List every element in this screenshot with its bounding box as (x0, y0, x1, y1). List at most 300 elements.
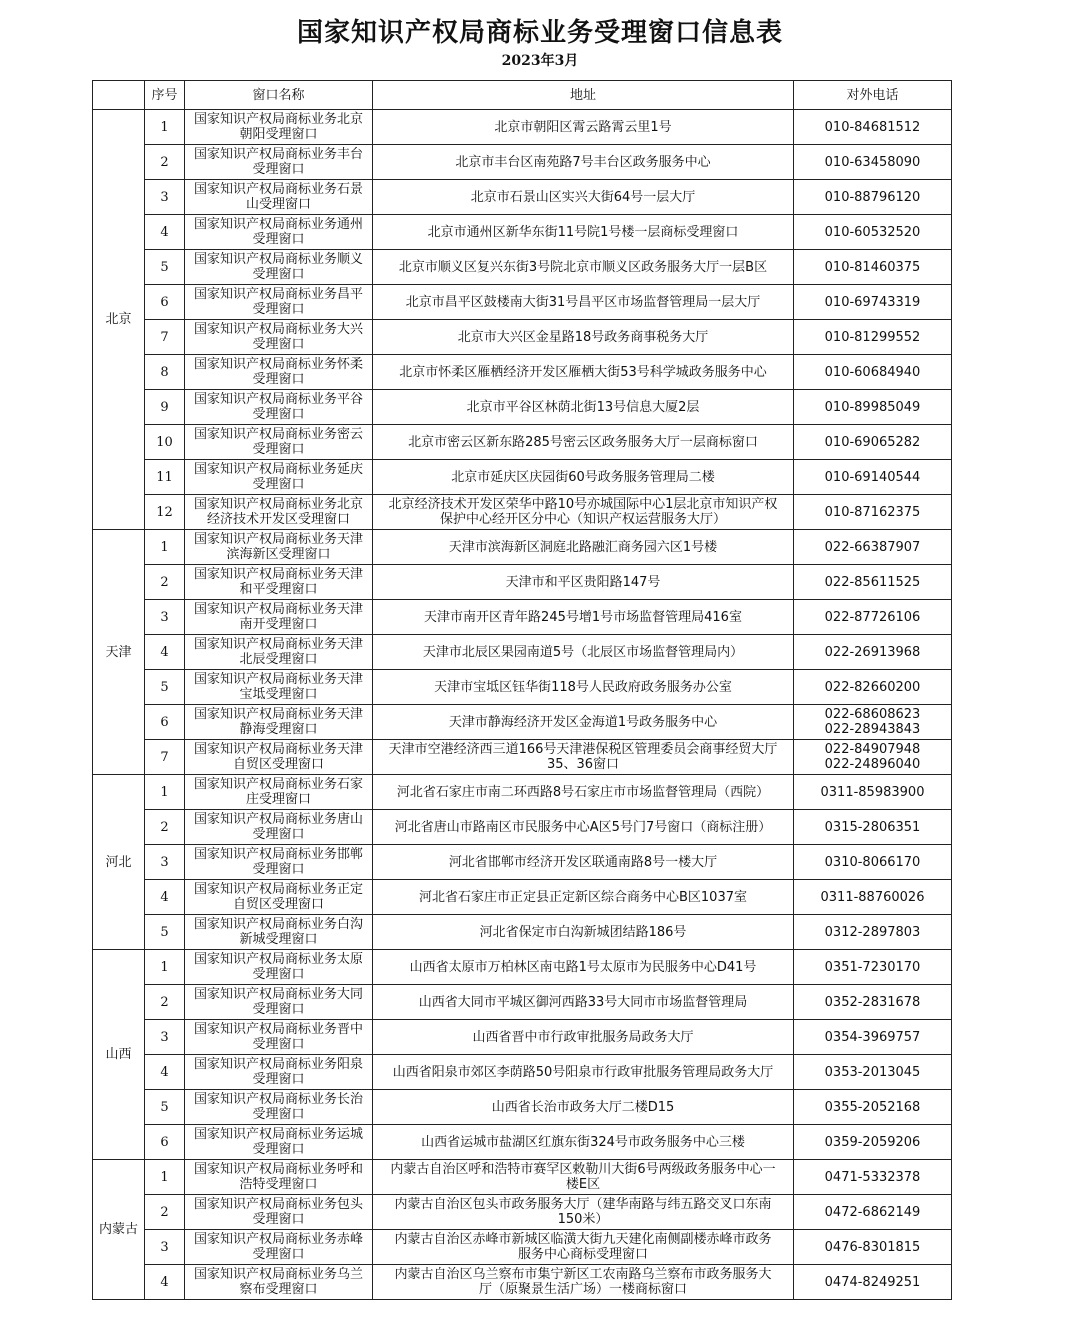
row-number-cell-line: 8 (160, 364, 169, 380)
phone-cell (794, 635, 952, 670)
window-name-cell-line: 国家知识产权局商标业务顺义 (193, 252, 363, 267)
phone-cell-line: 010-81460375 (824, 259, 921, 275)
row-number-cell (145, 530, 185, 565)
row-number-cell-line: 3 (160, 854, 169, 870)
row-number-cell (145, 670, 185, 705)
address-cell-line: 北京市延庆区庆园街60号政务服务管理局二楼 (451, 469, 715, 485)
window-name-cell-line: 受理窗口 (252, 337, 305, 352)
row-number-cell-line: 6 (160, 714, 169, 730)
phone-cell-line: 010-63458090 (824, 154, 921, 170)
address-cell-line: 内蒙古自治区赤峰市新城区临潢大街九天建化南侧副楼赤峰市政务 (394, 1232, 772, 1247)
address-cell-line: 内蒙古自治区乌兰察布市集宁新区工农南路乌兰察布市政务服务大 (394, 1267, 772, 1282)
phone-cell-line: 010-69743319 (824, 294, 921, 310)
phone-cell-line: 010-84681512 (824, 119, 921, 135)
address-cell-line: 北京市顺义区复兴东街3号院北京市顺义区政务服务大厅一层B区 (398, 259, 768, 275)
phone-cell (794, 845, 952, 880)
window-name-cell-line: 国家知识产权局商标业务通州 (193, 217, 363, 232)
table-row (93, 775, 952, 810)
row-number-cell-line: 6 (160, 294, 169, 310)
phone-cell (794, 110, 952, 145)
phone-cell-line: 022-84907948 (824, 742, 921, 757)
row-number-cell-line: 1 (160, 959, 169, 975)
row-number-cell-line: 5 (160, 924, 169, 940)
window-name-cell-line: 国家知识产权局商标业务天津 (193, 707, 363, 722)
table-row (93, 460, 952, 495)
phone-cell-line: 0351-7230170 (824, 959, 921, 975)
table-row (93, 1195, 952, 1230)
address-cell (373, 390, 794, 425)
window-name-cell (185, 1230, 373, 1265)
window-name-cell (185, 775, 373, 810)
phone-cell (794, 1055, 952, 1090)
window-name-cell-line: 国家知识产权局商标业务白沟 (193, 917, 363, 932)
row-number-cell (145, 565, 185, 600)
table-row (93, 1230, 952, 1265)
window-name-cell-line: 国家知识产权局商标业务唐山 (193, 812, 363, 827)
table-row (93, 880, 952, 915)
phone-cell (794, 1230, 952, 1265)
row-number-cell-line: 1 (160, 539, 169, 555)
address-cell (373, 320, 794, 355)
window-name-cell (185, 145, 373, 180)
phone-cell (794, 145, 952, 180)
row-number-cell (145, 635, 185, 670)
phone-cell (794, 355, 952, 390)
phone-cell-line: 022-85611525 (824, 574, 921, 590)
phone-cell-line: 010-69065282 (824, 434, 921, 450)
address-cell-line: 北京市大兴区金星路18号政务商事税务大厅 (457, 329, 709, 345)
row-number-cell-line: 2 (160, 994, 169, 1010)
phone-cell (794, 950, 952, 985)
window-name-cell (185, 1265, 373, 1300)
phone-cell (794, 390, 952, 425)
window-name-cell-line: 国家知识产权局商标业务密云 (193, 427, 363, 442)
phone-cell-line: 022-24896040 (824, 757, 921, 772)
address-cell (373, 1265, 794, 1300)
table-row (93, 145, 952, 180)
row-number-cell-line: 7 (160, 329, 169, 345)
window-name-cell-line: 北辰受理窗口 (239, 652, 318, 667)
window-name-cell-line: 国家知识产权局商标业务包头 (193, 1197, 363, 1212)
address-cell-line: 山西省晋中市行政审批服务局政务大厅 (472, 1029, 694, 1045)
row-number-cell-line: 2 (160, 819, 169, 835)
window-name-cell (185, 985, 373, 1020)
window-name-cell (185, 810, 373, 845)
address-cell (373, 495, 794, 530)
address-cell (373, 1055, 794, 1090)
phone-cell (794, 320, 952, 355)
column-header-region (93, 81, 145, 110)
address-cell-line: 山西省阳泉市郊区李荫路50号阳泉市行政审批服务管理局政务大厅 (392, 1064, 774, 1080)
address-cell (373, 740, 794, 775)
phone-cell-line: 0474-8249251 (824, 1274, 921, 1290)
phone-cell-line: 0354-3969757 (824, 1029, 921, 1045)
info-table (92, 80, 952, 1300)
address-cell (373, 1230, 794, 1265)
window-name-cell (185, 390, 373, 425)
table-row (93, 425, 952, 460)
phone-cell-line: 010-89985049 (824, 399, 921, 415)
window-name-cell-line: 受理窗口 (252, 162, 305, 177)
address-cell (373, 1195, 794, 1230)
address-cell-line: 河北省邯郸市经济开发区联通南路8号一楼大厅 (448, 854, 718, 870)
table-row (93, 565, 952, 600)
phone-cell (794, 425, 952, 460)
row-number-cell-line: 5 (160, 679, 169, 695)
phone-cell (794, 250, 952, 285)
row-number-cell-line: 4 (160, 644, 169, 660)
phone-cell-line: 0310-8066170 (824, 854, 921, 870)
address-cell (373, 460, 794, 495)
phone-cell-line: 0476-8301815 (824, 1239, 921, 1255)
row-number-cell (145, 460, 185, 495)
phone-cell (794, 180, 952, 215)
address-cell-line: 河北省唐山市路南区市民服务中心A区5号门7号窗口（商标注册） (394, 819, 772, 835)
table-row (93, 355, 952, 390)
window-name-cell-line: 国家知识产权局商标业务阳泉 (193, 1057, 363, 1072)
window-name-cell-line: 宝坻受理窗口 (239, 687, 318, 702)
window-name-cell-line: 朝阳受理窗口 (239, 127, 318, 142)
row-number-cell (145, 915, 185, 950)
window-name-cell-line: 国家知识产权局商标业务正定 (193, 882, 363, 897)
row-number-cell (145, 810, 185, 845)
row-number-cell (145, 950, 185, 985)
phone-cell-line: 0471-5332378 (824, 1169, 921, 1185)
table-header-row (93, 81, 952, 110)
table-row (93, 810, 952, 845)
address-cell (373, 285, 794, 320)
row-number-cell (145, 775, 185, 810)
phone-cell (794, 1020, 952, 1055)
row-number-cell-line: 1 (160, 1169, 169, 1185)
row-number-cell-line: 4 (160, 1064, 169, 1080)
window-name-cell-line: 受理窗口 (252, 232, 305, 247)
table-row (93, 1265, 952, 1300)
row-number-cell (145, 1090, 185, 1125)
row-number-cell-line: 4 (160, 224, 169, 240)
table-row (93, 1160, 952, 1195)
row-number-cell-line: 5 (160, 259, 169, 275)
window-name-cell-line: 受理窗口 (252, 1142, 305, 1157)
window-name-cell (185, 250, 373, 285)
row-number-cell (145, 145, 185, 180)
phone-cell (794, 880, 952, 915)
phone-cell-line: 0352-2831678 (824, 994, 921, 1010)
address-cell-line: 山西省长治市政务大厅二楼D15 (491, 1099, 675, 1115)
address-cell-line: 山西省太原市万柏林区南屯路1号太原市为民服务中心D41号 (409, 959, 757, 975)
phone-cell (794, 1160, 952, 1195)
address-cell (373, 775, 794, 810)
phone-cell-line: 010-60532520 (824, 224, 921, 240)
table-row (93, 285, 952, 320)
phone-cell (794, 705, 952, 740)
row-number-cell-line: 2 (160, 154, 169, 170)
window-name-cell-line: 和平受理窗口 (239, 582, 318, 597)
window-name-cell-line: 国家知识产权局商标业务天津 (193, 742, 363, 757)
address-cell-line: 35、36窗口 (546, 757, 620, 772)
phone-cell-line: 0311-85983900 (820, 784, 925, 800)
phone-cell (794, 215, 952, 250)
row-number-cell (145, 880, 185, 915)
address-cell (373, 880, 794, 915)
table-row (93, 950, 952, 985)
window-name-cell-line: 庄受理窗口 (245, 792, 311, 807)
row-number-cell-line: 7 (160, 749, 169, 765)
address-cell (373, 565, 794, 600)
table-row (93, 390, 952, 425)
table-row (93, 250, 952, 285)
phone-cell (794, 915, 952, 950)
phone-cell (794, 670, 952, 705)
phone-cell-line: 010-87162375 (824, 504, 921, 520)
table-row (93, 180, 952, 215)
row-number-cell-line: 3 (160, 1029, 169, 1045)
table-row (93, 215, 952, 250)
window-name-cell (185, 110, 373, 145)
address-cell-line: 北京市朝阳区霄云路霄云里1号 (494, 119, 672, 135)
window-name-cell-line: 国家知识产权局商标业务丰台 (193, 147, 363, 162)
window-name-cell-line: 国家知识产权局商标业务呼和 (193, 1162, 363, 1177)
address-cell-line: 北京市丰台区南苑路7号丰台区政务服务中心 (455, 154, 711, 170)
window-name-cell-line: 国家知识产权局商标业务大兴 (193, 322, 363, 337)
window-name-cell-line: 国家知识产权局商标业务大同 (193, 987, 363, 1002)
address-cell-line: 天津市滨海新区洞庭北路融汇商务园六区1号楼 (448, 539, 718, 555)
window-name-cell (185, 425, 373, 460)
phone-cell-line: 0315-2806351 (824, 819, 921, 835)
address-cell (373, 145, 794, 180)
window-name-cell-line: 受理窗口 (252, 967, 305, 982)
region-cell: 内蒙古 (93, 1160, 145, 1300)
table-row (93, 320, 952, 355)
window-name-cell-line: 受理窗口 (252, 442, 305, 457)
address-cell (373, 110, 794, 145)
window-name-cell (185, 1055, 373, 1090)
window-name-cell (185, 180, 373, 215)
phone-cell (794, 810, 952, 845)
table-row (93, 985, 952, 1020)
address-cell-line: 内蒙古自治区包头市政务服务大厅（建华南路与纬五路交叉口东南 (394, 1197, 772, 1212)
phone-cell (794, 460, 952, 495)
row-number-cell (145, 390, 185, 425)
window-name-cell (185, 950, 373, 985)
region-cell: 山西 (93, 950, 145, 1160)
address-cell-line: 内蒙古自治区呼和浩特市赛罕区敕勒川大街6号两级政务服务中心一 (390, 1162, 776, 1177)
window-name-cell (185, 670, 373, 705)
window-name-cell (185, 845, 373, 880)
window-name-cell (185, 600, 373, 635)
window-name-cell-line: 受理窗口 (252, 1212, 305, 1227)
window-name-cell (185, 495, 373, 530)
row-number-cell (145, 1020, 185, 1055)
window-name-cell-line: 受理窗口 (252, 302, 305, 317)
phone-cell-line: 010-81299552 (824, 329, 921, 345)
address-cell-line: 北京市怀柔区雁栖经济开发区雁栖大街53号科学城政务服务中心 (399, 364, 767, 380)
address-cell-line: 服务中心商标受理窗口 (517, 1247, 648, 1262)
window-name-cell-line: 受理窗口 (252, 372, 305, 387)
window-name-cell-line: 国家知识产权局商标业务北京 (193, 497, 363, 512)
window-name-cell (185, 1195, 373, 1230)
window-name-cell-line: 国家知识产权局商标业务石景 (193, 182, 363, 197)
window-name-cell-line: 国家知识产权局商标业务昌平 (193, 287, 363, 302)
phone-cell-line: 022-28943843 (824, 722, 921, 737)
window-name-cell-line: 国家知识产权局商标业务长治 (193, 1092, 363, 1107)
address-cell-line: 保护中心经开区分中心（知识产权运营服务大厅） (439, 512, 726, 527)
phone-cell-line: 0355-2052168 (824, 1099, 921, 1115)
region-cell: 北京 (93, 110, 145, 530)
address-cell-line: 天津市空港经济西三道166号天津港保税区管理委员会商事经贸大厅 (388, 742, 778, 757)
row-number-cell (145, 740, 185, 775)
window-name-cell (185, 320, 373, 355)
address-cell-line: 150米） (557, 1212, 609, 1227)
window-name-cell-line: 国家知识产权局商标业务怀柔 (193, 357, 363, 372)
address-cell (373, 1020, 794, 1055)
table-row (93, 845, 952, 880)
row-number-cell (145, 495, 185, 530)
window-name-cell (185, 565, 373, 600)
address-cell (373, 355, 794, 390)
row-number-cell (145, 1265, 185, 1300)
window-name-cell-line: 国家知识产权局商标业务天津 (193, 567, 363, 582)
window-name-cell-line: 国家知识产权局商标业务太原 (193, 952, 363, 967)
row-number-cell-line: 12 (156, 504, 173, 520)
table-row (93, 915, 952, 950)
window-name-cell-line: 受理窗口 (252, 267, 305, 282)
phone-cell-line: 022-87726106 (824, 609, 921, 625)
address-cell-line: 天津市北辰区果园南道5号（北辰区市场监督管理局内） (422, 644, 744, 660)
page-subtitle: 2023年3月 (501, 53, 579, 69)
row-number-cell (145, 215, 185, 250)
row-number-cell-line: 2 (160, 1204, 169, 1220)
row-number-cell (145, 845, 185, 880)
window-name-cell (185, 215, 373, 250)
phone-cell-line: 0472-6862149 (824, 1204, 921, 1220)
table-body (93, 110, 952, 1300)
window-name-cell-line: 新城受理窗口 (239, 932, 318, 947)
phone-cell-line: 0312-2897803 (824, 924, 921, 940)
window-name-cell-line: 南开受理窗口 (239, 617, 318, 632)
address-cell-line: 天津市宝坻区钰华街118号人民政府政务服务办公室 (434, 679, 732, 695)
address-cell (373, 180, 794, 215)
phone-cell-line: 0311-88760026 (820, 889, 925, 905)
row-number-cell (145, 985, 185, 1020)
region-cell: 天津 (93, 530, 145, 775)
window-name-cell-line: 国家知识产权局商标业务运城 (193, 1127, 363, 1142)
address-cell (373, 635, 794, 670)
row-number-cell (145, 1160, 185, 1195)
window-name-cell-line: 国家知识产权局商标业务平谷 (193, 392, 363, 407)
row-number-cell-line: 3 (160, 189, 169, 205)
address-cell (373, 1125, 794, 1160)
address-cell (373, 670, 794, 705)
row-number-cell (145, 110, 185, 145)
address-cell-line: 天津市南开区青年路245号增1号市场监督管理局416室 (424, 609, 742, 625)
address-cell-line: 天津市静海经济开发区金海道1号政务服务中心 (448, 714, 718, 730)
table-row (93, 740, 952, 775)
row-number-cell-line: 2 (160, 574, 169, 590)
row-number-cell-line: 5 (160, 1099, 169, 1115)
address-cell-line: 河北省石家庄市南二环西路8号石家庄市市场监督管理局（西院） (396, 784, 770, 800)
table-row (93, 635, 952, 670)
address-cell-line: 楼E区 (565, 1177, 601, 1192)
column-header-no: 序号 (145, 81, 185, 110)
window-name-cell (185, 1160, 373, 1195)
row-number-cell-line: 6 (160, 1134, 169, 1150)
window-name-cell-line: 察布受理窗口 (239, 1282, 318, 1297)
phone-cell-line: 010-60684940 (824, 364, 921, 380)
phone-cell (794, 1090, 952, 1125)
phone-cell (794, 1265, 952, 1300)
window-name-cell (185, 740, 373, 775)
address-cell (373, 1090, 794, 1125)
window-name-cell (185, 880, 373, 915)
column-header-name: 窗口名称 (185, 81, 373, 110)
window-name-cell-line: 受理窗口 (252, 1002, 305, 1017)
row-number-cell (145, 250, 185, 285)
row-number-cell-line: 11 (156, 469, 173, 485)
window-name-cell-line: 国家知识产权局商标业务石家 (193, 777, 363, 792)
address-cell-line: 天津市和平区贵阳路147号 (505, 574, 661, 590)
window-name-cell-line: 经济技术开发区受理窗口 (206, 512, 350, 527)
address-cell (373, 845, 794, 880)
row-number-cell (145, 1055, 185, 1090)
address-cell-line: 北京市通州区新华东街11号院1号楼一层商标受理窗口 (427, 224, 739, 240)
window-name-cell-line: 受理窗口 (252, 407, 305, 422)
window-name-cell-line: 国家知识产权局商标业务晋中 (193, 1022, 363, 1037)
window-name-cell-line: 国家知识产权局商标业务延庆 (193, 462, 363, 477)
window-name-cell-line: 受理窗口 (252, 1037, 305, 1052)
window-name-cell-line: 受理窗口 (252, 1247, 305, 1262)
address-cell-line: 河北省保定市白沟新城团结路186号 (479, 924, 687, 940)
row-number-cell (145, 705, 185, 740)
table-row (93, 600, 952, 635)
window-name-cell-line: 国家知识产权局商标业务天津 (193, 532, 363, 547)
row-number-cell (145, 1230, 185, 1265)
phone-cell-line: 022-26913968 (824, 644, 921, 660)
address-cell (373, 950, 794, 985)
phone-cell (794, 775, 952, 810)
region-cell: 河北 (93, 775, 145, 950)
window-name-cell-line: 受理窗口 (252, 862, 305, 877)
row-number-cell-line: 10 (156, 434, 173, 450)
window-name-cell (185, 285, 373, 320)
row-number-cell-line: 9 (160, 399, 169, 415)
window-name-cell-line: 受理窗口 (252, 1107, 305, 1122)
phone-cell-line: 022-66387907 (824, 539, 921, 555)
address-cell-line: 北京市密云区新东路285号密云区政务服务大厅一层商标窗口 (408, 434, 758, 450)
phone-cell (794, 285, 952, 320)
address-cell-line: 北京市石景山区实兴大街64号一层大厅 (470, 189, 696, 205)
table-row (93, 110, 952, 145)
address-cell (373, 705, 794, 740)
phone-cell-line: 022-82660200 (824, 679, 921, 695)
row-number-cell (145, 285, 185, 320)
page-title: 国家知识产权局商标业务受理窗口信息表 (296, 18, 783, 48)
window-name-cell-line: 受理窗口 (252, 827, 305, 842)
window-name-cell-line: 受理窗口 (252, 477, 305, 492)
row-number-cell (145, 320, 185, 355)
address-cell (373, 810, 794, 845)
phone-cell (794, 565, 952, 600)
window-name-cell-line: 国家知识产权局商标业务北京 (193, 112, 363, 127)
table-row (93, 1020, 952, 1055)
address-cell (373, 915, 794, 950)
row-number-cell-line: 3 (160, 609, 169, 625)
window-name-cell-line: 国家知识产权局商标业务赤峰 (193, 1232, 363, 1247)
row-number-cell (145, 1125, 185, 1160)
address-cell (373, 1160, 794, 1195)
table-row (93, 495, 952, 530)
address-cell-line: 厅（原聚景生活广场）一楼商标窗口 (478, 1282, 687, 1297)
